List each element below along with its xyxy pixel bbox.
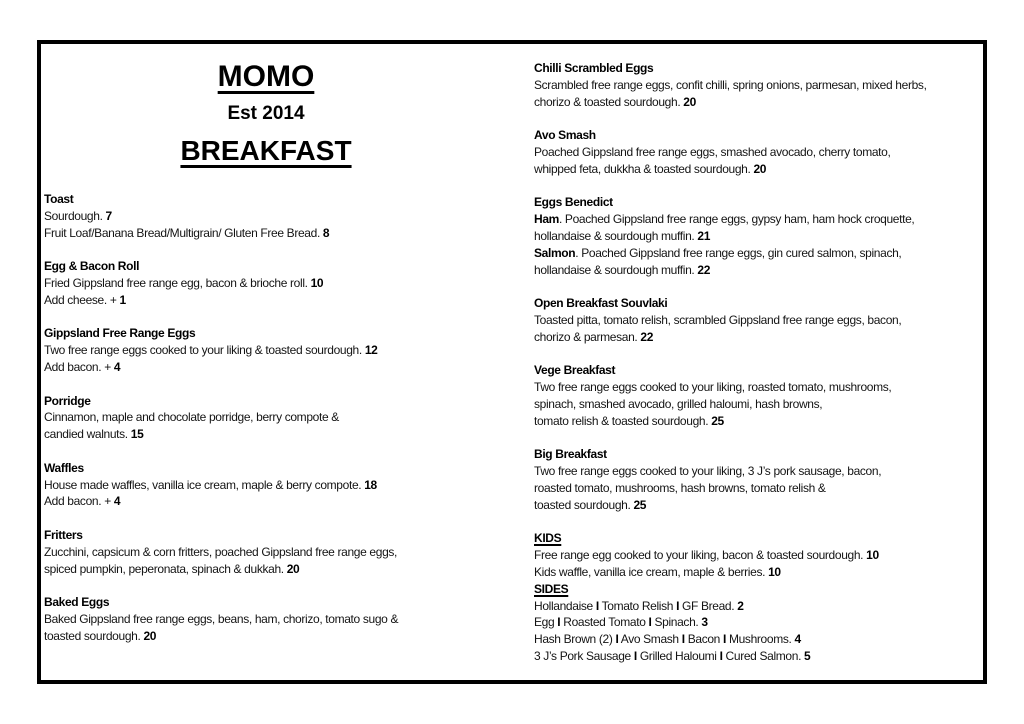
item-name: Egg & Bacon Roll — [44, 259, 140, 274]
menu-section-fritters — [44, 527, 490, 577]
item-description-line: Ham. Poached Gippsland free range eggs, gypsy ham, ham hock croquette, — [534, 212, 915, 227]
item-description-line: Fruit Loaf/Banana Bread/Multigrain/ Gluten Free Bread. 8 — [44, 225, 330, 240]
item-description-line: chorizo & toasted sourdough. 20 — [534, 94, 696, 109]
item-description-line: hollandaise & sourdough muffin. 22 — [534, 262, 711, 277]
item-description-line: Add bacon. + 4 — [44, 359, 121, 374]
menu-section-open-breakfast-souvlaki — [534, 295, 984, 345]
item-description-line: Sourdough. 7 — [44, 208, 112, 223]
item-description-line: toasted sourdough. 25 — [534, 497, 647, 512]
item-name: Porridge — [44, 393, 91, 408]
item-description-line: Hollandaise I Tomato Relish I GF Bread. 2 — [534, 598, 744, 613]
restaurant-name: MOMO — [217, 60, 315, 93]
menu-section-vege-breakfast — [534, 362, 984, 429]
established-year: Est 2014 — [227, 103, 305, 124]
item-description-line: Hash Brown (2) I Avo Smash I Bacon I Mushrooms. 4 — [534, 632, 801, 647]
item-description-line: Add bacon. + 4 — [44, 494, 121, 509]
item-description-line: spinach, smashed avocado, grilled haloumi, hash browns, — [534, 396, 823, 411]
item-name: Big Breakfast — [534, 447, 607, 462]
item-name: Fritters — [44, 527, 83, 542]
item-name: Vege Breakfast — [534, 363, 616, 378]
item-description-line: Fried Gippsland free range egg, bacon & brioche roll. 10 — [44, 275, 324, 290]
item-name: Gippsland Free Range Eggs — [44, 326, 196, 341]
item-description-line: Toasted pitta, tomato relish, scrambled Gippsland free range eggs, bacon, — [534, 312, 902, 327]
item-description-line: Egg I Roasted Tomato I Spinach. 3 — [534, 615, 708, 630]
menu-header — [40, 58, 492, 169]
item-name: Open Breakfast Souvlaki — [534, 296, 668, 311]
item-description-line: Two free range eggs cooked to your liking, roasted tomato, mushrooms, — [534, 380, 892, 395]
menu-section-avo-smash — [534, 127, 984, 177]
item-description-line: tomato relish & toasted sourdough. 25 — [534, 413, 724, 428]
item-name: Waffles — [44, 460, 84, 475]
menu-section-baked-eggs — [44, 594, 490, 644]
menu-section-waffles — [44, 460, 490, 510]
item-description-line: Cinnamon, maple and chocolate porridge, berry compote & — [44, 410, 339, 425]
item-description-line: Add cheese. + 1 — [44, 292, 126, 307]
item-description-line: Scrambled free range eggs, confit chilli, spring onions, parmesan, mixed herbs, — [534, 77, 927, 92]
item-description-line: Kids waffle, vanilla ice cream, maple & berries. 10 — [534, 564, 781, 579]
item-description-line: roasted tomato, mushrooms, hash browns, tomato relish & — [534, 480, 826, 495]
menu-section-eggs-benedict — [534, 194, 984, 278]
item-description-line: hollandaise & sourdough muffin. 21 — [534, 228, 711, 243]
item-description-line: whipped feta, dukkha & toasted sourdough. 20 — [534, 161, 767, 176]
menu-section-toast — [44, 191, 490, 241]
menu-section-big-breakfast — [534, 446, 984, 513]
item-description-line: Zucchini, capsicum & corn fritters, poached Gippsland free range eggs, — [44, 544, 398, 559]
menu-section-egg-bacon-roll — [44, 258, 490, 308]
item-description-line: Two free range eggs cooked to your liking & toasted sourdough. 12 — [44, 343, 378, 358]
menu-column-right — [534, 60, 984, 665]
item-description-line: chorizo & parmesan. 22 — [534, 329, 654, 344]
menu-section-porridge — [44, 393, 490, 443]
menu-section-gippsland-free-range-eggs — [44, 325, 490, 375]
item-name: KIDS — [534, 531, 562, 546]
item-name: SIDES — [534, 581, 569, 596]
menu-section-sides — [534, 581, 984, 665]
item-description-line: Free range egg cooked to your liking, bacon & toasted sourdough. 10 — [534, 548, 879, 563]
item-description-line: Baked Gippsland free range eggs, beans, ham, chorizo, tomato sugo & — [44, 611, 399, 626]
item-name: Toast — [44, 192, 74, 206]
item-description-line: spiced pumpkin, peperonata, spinach & dukkah. 20 — [44, 561, 300, 576]
item-description-line: toasted sourdough. 20 — [44, 628, 157, 643]
menu-section-chilli-scrambled-eggs — [534, 60, 984, 110]
item-description-line: House made waffles, vanilla ice cream, maple & berry compote. 18 — [44, 477, 377, 492]
item-description-line: Poached Gippsland free range eggs, smashed avocado, cherry tomato, — [534, 144, 891, 159]
item-name: Baked Eggs — [44, 595, 110, 610]
item-description-line: Salmon. Poached Gippsland free range eggs, gin cured salmon, spinach, — [534, 245, 902, 260]
item-name: Chilli Scrambled Eggs — [534, 61, 654, 75]
item-description-line: candied walnuts. 15 — [44, 427, 144, 442]
item-name: Eggs Benedict — [534, 195, 613, 210]
menu-title: BREAKFAST — [180, 135, 352, 166]
item-description-line: 3 J’s Pork Sausage I Grilled Haloumi I Cured Salmon. 5 — [534, 648, 811, 663]
menu-column-left — [44, 191, 490, 645]
item-name: Avo Smash — [534, 128, 596, 143]
menu-section-kids — [534, 530, 984, 580]
item-description-line: Two free range eggs cooked to your liking, 3 J’s pork sausage, bacon, — [534, 464, 882, 479]
